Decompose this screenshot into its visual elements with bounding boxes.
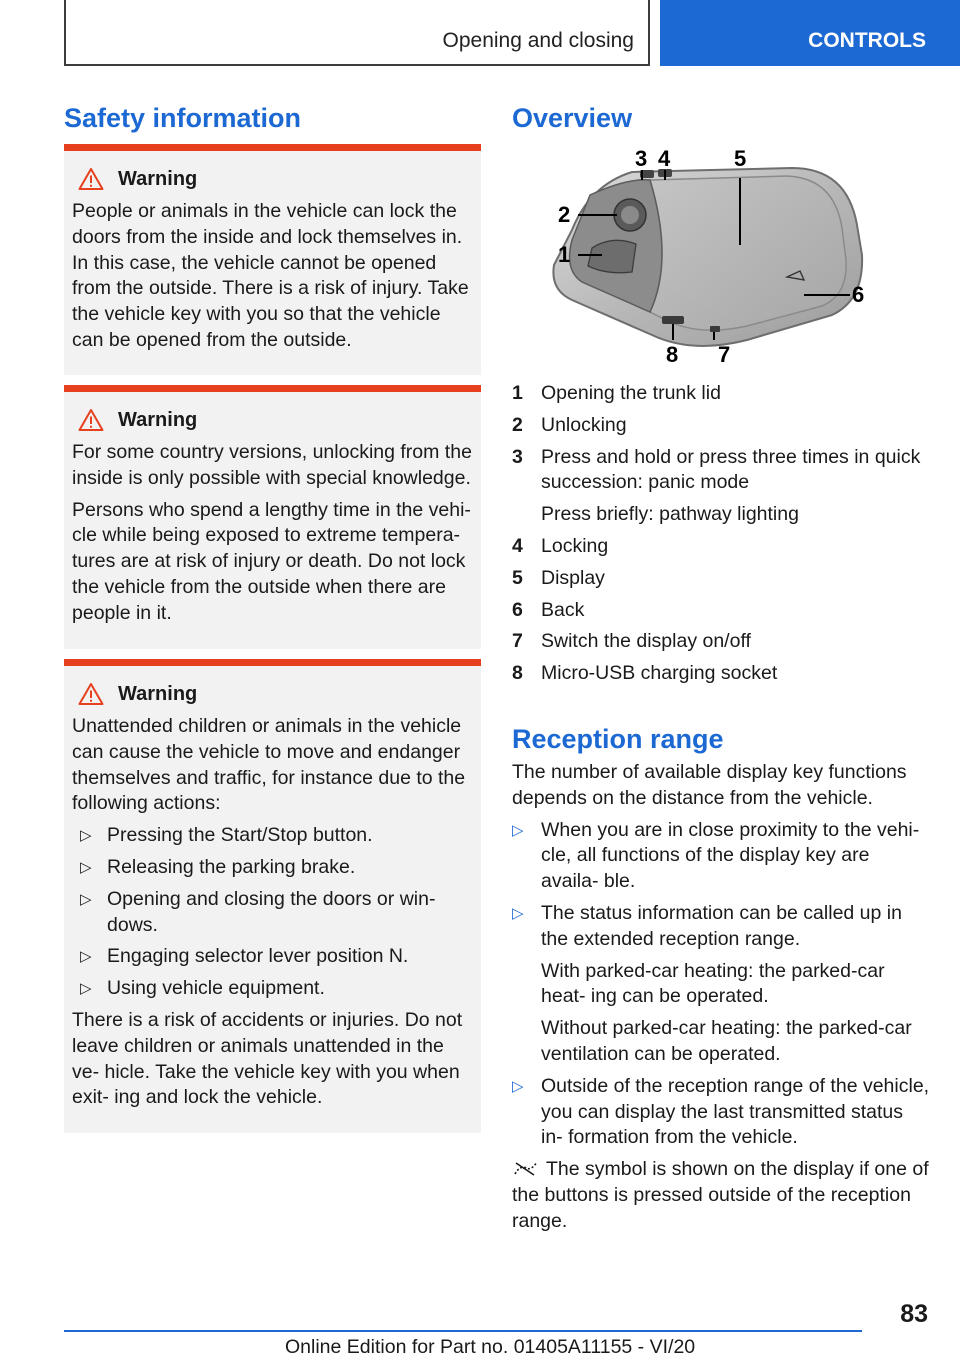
figure-callout-7: 7 — [718, 342, 731, 367]
bullet-triangle-icon: ▷ — [80, 858, 92, 876]
list-item: ▷ Pressing the Start/Stop button. — [72, 823, 473, 849]
display-key-illustration — [542, 140, 882, 370]
component-list — [512, 381, 930, 693]
list-item: ▷ Releasing the parking brake. — [72, 855, 473, 881]
warning-box-3 — [64, 659, 481, 1133]
figure-callout-4: 4 — [658, 146, 671, 171]
warning-text: For some country versions, unlocking from the inside is only possible with special knowledge. — [72, 441, 472, 489]
reception-range-section — [512, 760, 930, 1235]
warning-text: There is a risk of accidents or injuries. Do not leave children or animals unattended in the ve- hicle. Take the vehicle key with you when exit- ing and lock the vehicle. — [72, 1008, 463, 1109]
figure-callout-3: 3 — [635, 146, 648, 171]
list-item: 8 Micro-USB charging socket — [512, 662, 778, 685]
figure-callout-6: 6 — [852, 282, 865, 307]
list-item: 4 Locking — [512, 534, 609, 557]
warning-text: Persons who spend a lengthy time in the vehi- cle while being exposed to extreme tempera- tures are at risk of injury or death. Do not lock the vehicle from the outside when there are people in it. — [72, 498, 471, 624]
symbol-note: The symbol is shown on the display if one of the buttons is pressed outside of the reception range. — [512, 1158, 929, 1232]
list-item: 6 Back — [512, 598, 585, 621]
warning-text: People or animals in the vehicle can lock the doors from the inside and lock themselves in. In this case, the vehicle cannot be opened from the outside. There is a risk of injury. Take the vehicle key with you so that the vehicle can be opened from the outside. — [72, 200, 469, 351]
bullet-triangle-icon: ▷ — [80, 980, 92, 998]
list-item: ▷ Engaging selector lever position N. — [72, 944, 473, 970]
bullet-triangle-icon: ▷ — [512, 904, 524, 922]
reception-intro: The number of available display key functions depends on the distance from the vehicle. — [512, 761, 907, 809]
figure-callout-5: 5 — [734, 146, 747, 171]
overview-heading: Overview — [512, 103, 633, 133]
warning-box-2 — [64, 385, 481, 649]
footer-divider — [64, 1330, 862, 1332]
bullet-triangle-icon: ▷ — [80, 948, 92, 966]
header-frame — [64, 0, 650, 66]
page-number: 83 — [900, 1300, 928, 1328]
figure-callout-8: 8 — [666, 342, 679, 367]
bullet-triangle-icon: ▷ — [512, 821, 524, 839]
warning-title: Warning — [118, 682, 198, 705]
warning-text: Unattended children or animals in the vehicle can cause the vehicle to move and endanger themselves and traffic, for instance due to the following actions: — [72, 715, 466, 815]
list-item: 7 Switch the display on/off — [512, 630, 751, 653]
bullet-triangle-icon: ▷ — [80, 890, 92, 908]
warning-title: Warning — [118, 167, 198, 190]
bullet-triangle-icon: ▷ — [80, 827, 92, 845]
warning-header — [72, 406, 473, 434]
list-item: ▷ When you are in close proximity to the vehi- cle, all functions of the display key are availa- ble. — [512, 818, 920, 893]
list-item-subtext: Press briefly: pathway lighting — [541, 503, 799, 526]
list-item: 3 Press and hold or press three times in quick succession: panic mode Press briefly: pathway lighting — [512, 445, 930, 528]
out-of-range-icon — [512, 1159, 540, 1177]
figure-callout-2: 2 — [558, 202, 571, 227]
header-chapter-label: CONTROLS — [808, 29, 926, 52]
list-item: 2 Unlocking — [512, 413, 627, 436]
list-item: ▷ Opening and closing the doors or win- dows. — [80, 887, 436, 936]
list-item: ▷ The status information can be called up in the extended reception range. With parked-car heating: the parked-car heat- ing can be operated. Without parked-car heating: the parked-car ventilation can be operated. — [512, 901, 930, 1068]
warning-triangle-icon — [78, 408, 104, 432]
warning-triangle-icon — [78, 167, 104, 191]
header-section-title: Opening and closing — [442, 29, 634, 52]
list-item: ▷ Outside of the reception range of the vehicle, you can display the last transmitted status in- formation from the vehicle. — [512, 1074, 930, 1149]
reception-range-heading: Reception range — [512, 724, 724, 754]
list-item: 5 Display — [512, 566, 605, 589]
bullet-triangle-icon: ▷ — [512, 1077, 524, 1095]
footer-edition-text: Online Edition for Part no. 01405A11155 - VI/20 — [285, 1336, 696, 1358]
safety-information-heading: Safety information — [64, 103, 302, 133]
warning-triangle-icon — [78, 682, 104, 706]
warning-action-list — [72, 823, 473, 1002]
list-item: 1 Opening the trunk lid — [512, 382, 721, 404]
warning-box-1 — [64, 144, 481, 375]
list-item: ▷ Using vehicle equipment. — [72, 976, 473, 1002]
warning-header — [72, 680, 473, 708]
list-item-subtext: Without parked-car heating: the parked-car ventilation can be operated. — [541, 1017, 912, 1065]
list-item-subtext: With parked-car heating: the parked-car heat- ing can be operated. — [541, 959, 885, 1008]
reception-list — [512, 818, 930, 1152]
header-chapter-tab[interactable] — [660, 0, 960, 66]
warning-header — [72, 165, 473, 193]
figure-callout-1: 1 — [558, 242, 571, 267]
warning-title: Warning — [118, 408, 198, 431]
